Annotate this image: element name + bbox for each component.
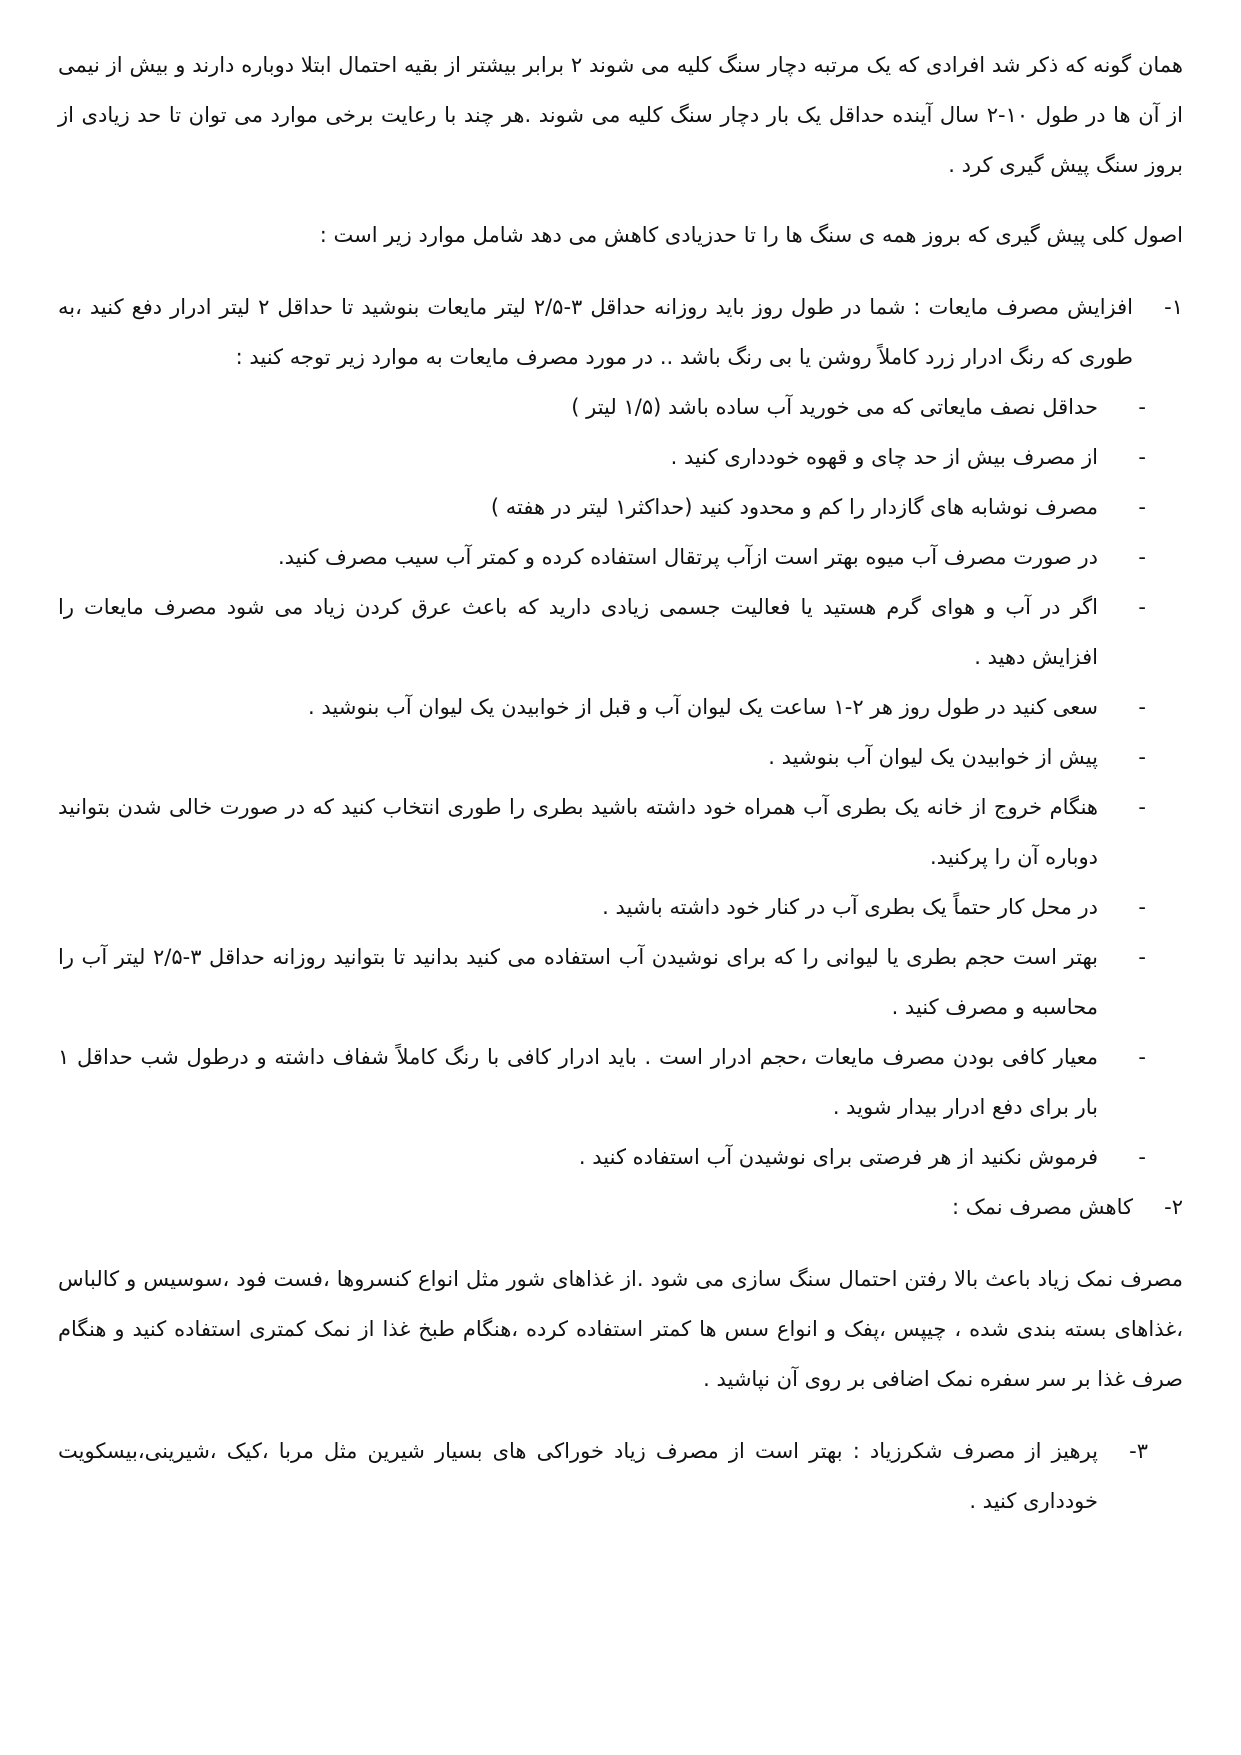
list-item-3-text: پرهیز از مصرف شکرزیاد : بهتر است از مصرف زیاد خوراکی های بسیار شیرین مثل مربا ،کیک ،شیرینی،بیسکویت خودداری کنید . <box>58 1439 1098 1513</box>
list-item <box>58 1032 1148 1132</box>
list-item <box>58 882 1148 932</box>
bullet-dash: - <box>1138 1145 1146 1169</box>
bullet-dash: - <box>1138 445 1146 469</box>
list-item-2-text: کاهش مصرف نمک : <box>952 1195 1133 1219</box>
list-item <box>58 582 1148 682</box>
list-item <box>58 532 1148 582</box>
salt-paragraph: مصرف نمک زیاد باعث بالا رفتن احتمال سنگ سازی می شود .از غذاهای شور مثل انواع کنسروها ،فست فود ،سوسیس و کالباس ،غذاهای بسته بندی شده ، چیپس ،پفک و انواع سس ها کمتر استفاده کرده ،هنگام طبخ غذا از نمک کمتری استفاده کنید و هنگام صرف غذا بر سر سفره نمک اضافی بر روی آن نپاشید . <box>58 1267 1183 1391</box>
list-item-text: از مصرف بیش از حد چای و قهوه خودداری کنید . <box>670 445 1098 469</box>
list-item-text: حداقل نصف مایعاتی که می خورید آب ساده باشد (۱/۵ لیتر ) <box>571 395 1098 419</box>
bullet-dash: - <box>1138 945 1146 969</box>
list-item <box>58 432 1148 482</box>
list-item-text: سعی کنید در طول روز هر ۲-۱ ساعت یک لیوان آب و قبل از خوابیدن یک لیوان آب بنوشید . <box>308 695 1098 719</box>
document-page <box>58 40 1183 1526</box>
list-item-1 <box>58 282 1183 382</box>
bullet-dash: - <box>1138 545 1146 569</box>
list-item-text: اگر در آب و هوای گرم هستید یا فعالیت جسمی زیادی دارید که باعث عرق کردن زیاد می شود مصرف مایعات را افزایش دهید . <box>58 595 1098 669</box>
principles-intro: اصول کلی پیش گیری که بروز همه ی سنگ ها را تا حدزیادی کاهش می دهد شامل موارد زیر است : <box>319 223 1183 247</box>
list-item <box>58 732 1148 782</box>
list-item-text: در محل کار حتماً یک بطری آب در کنار خود داشته باشید . <box>602 895 1098 919</box>
list-item-2-number: ۲- <box>1164 1195 1183 1219</box>
list-item-2 <box>58 1182 1183 1232</box>
intro-paragraph: همان گونه که ذکر شد افرادی که یک مرتبه دچار سنگ کلیه می شوند ۲ برابر بیشتر از بقیه احتمال ابتلا دوباره دارند و بیش از نیمی از آن ها در طول ۱۰-۲ سال آینده حداقل یک بار دچار سنگ کلیه می شوند .هر چند با رعایت برخی موارد می توان تا حد زیادی از بروز سنگ پیش گیری کرد . <box>58 53 1183 177</box>
list-item-text: معیار کافی بودن مصرف مایعات ،حجم ادرار است . باید ادرار کافی با رنگ کاملاً شفاف داشته و درطول شب حداقل ۱ بار برای دفع ادرار بیدار شوید . <box>58 1045 1098 1119</box>
list-item-text: مصرف نوشابه های گازدار را کم و محدود کنید (حداکثر۱ لیتر در هفته ) <box>490 495 1098 519</box>
list-item <box>58 482 1148 532</box>
list-item-text: پیش از خوابیدن یک لیوان آب بنوشید . <box>768 745 1098 769</box>
bullet-dash: - <box>1138 495 1146 519</box>
bullet-dash: - <box>1138 795 1146 819</box>
bullet-dash: - <box>1138 595 1146 619</box>
list-item-3-number: ۳- <box>1129 1439 1148 1463</box>
list-item <box>58 782 1148 882</box>
list-item-text: هنگام خروج از خانه یک بطری آب همراه خود داشته باشید بطری را طوری انتخاب کنید که در صورت خالی شدن بتوانید دوباره آن را پرکنید. <box>58 795 1098 869</box>
list-item-3 <box>58 1426 1148 1526</box>
list-item <box>58 932 1148 1032</box>
bullet-dash: - <box>1138 895 1146 919</box>
bullet-dash: - <box>1138 395 1146 419</box>
bullet-dash: - <box>1138 1045 1146 1069</box>
list-item <box>58 682 1148 732</box>
list-item-text: در صورت مصرف آب میوه بهتر است ازآب پرتقال استفاده کرده و کمتر آب سیب مصرف کنید. <box>277 545 1098 569</box>
list-item <box>58 1132 1148 1182</box>
bullet-dash: - <box>1138 695 1146 719</box>
fluid-tips-list <box>58 382 1183 1182</box>
list-item-1-number: ۱- <box>1164 295 1183 319</box>
bullet-dash: - <box>1138 745 1146 769</box>
list-item-1-text: افزایش مصرف مایعات : شما در طول روز باید روزانه حداقل ۳-۲/۵ لیتر مایعات بنوشید تا حداقل ۲ لیتر ادرار دفع کنید ،به طوری که رنگ ادرار زرد کاملاً روشن یا بی رنگ باشد .. در مورد مصرف مایعات به موارد زیر توجه کنید : <box>58 295 1134 369</box>
list-item <box>58 382 1148 432</box>
list-item-text: بهتر است حجم بطری یا لیوانی را که برای نوشیدن آب استفاده می کنید بدانید تا بتوانید روزانه حداقل ۳-۲/۵ لیتر آب را محاسبه و مصرف کنید . <box>58 945 1099 1019</box>
list-item-text: فرموش نکنید از هر فرصتی برای نوشیدن آب استفاده کنید . <box>578 1145 1098 1169</box>
